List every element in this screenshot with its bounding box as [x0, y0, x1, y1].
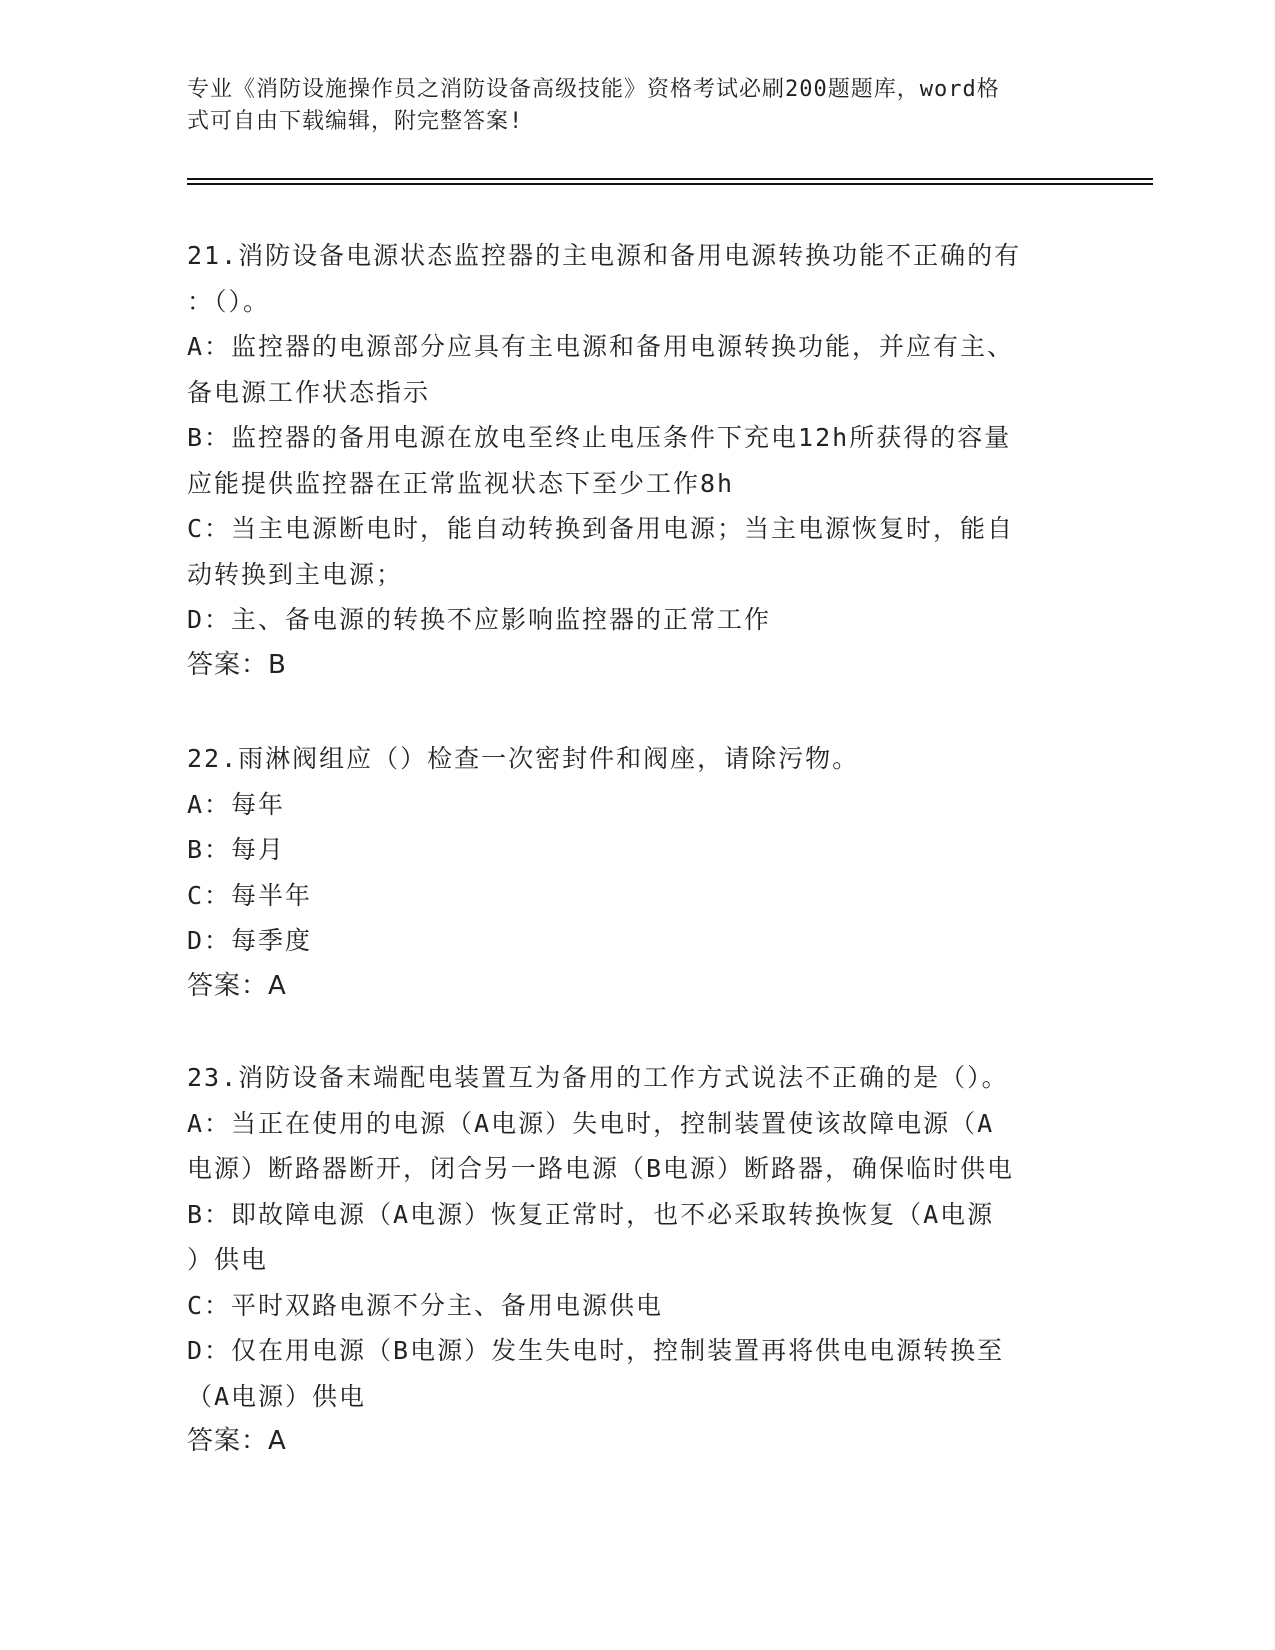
option-a: 电源）断路器断开，闭合另一路电源（B电源）断路器，确保临时供电	[187, 1154, 1015, 1183]
option-b: ）供电	[187, 1245, 269, 1274]
answer-label: 答案：A	[187, 1426, 287, 1456]
question-stem: 22.雨淋阀组应（）检查一次密封件和阀座，请除污物。	[187, 744, 860, 773]
answer-label: 答案：B	[187, 649, 287, 680]
question-stem: ：（）。	[187, 286, 271, 316]
header-line: 专业《消防设施操作员之消防设备高级技能》资格考试必刷200题题库，word格	[187, 77, 1000, 102]
option-d: D：仅在用电源（B电源）发生失电时，控制装置再将供电电源转换至	[187, 1336, 1005, 1365]
option-c: C：平时双路电源不分主、备用电源供电	[187, 1290, 664, 1320]
option-d: （A电源）供电	[187, 1381, 367, 1411]
header-line: 式可自由下载编辑，附完整答案!	[187, 109, 524, 134]
option-b: B：每月	[187, 835, 286, 864]
answer-label: 答案：A	[187, 970, 287, 1001]
option-c: C：当主电源断电时，能自动转换到备用电源；当主电源恢复时，能自	[187, 514, 1015, 543]
question-21	[187, 233, 1087, 688]
divider-line	[187, 178, 1153, 180]
option-a: A：每年	[187, 789, 286, 819]
document-header	[187, 74, 1067, 138]
option-d: D：每季度	[187, 926, 313, 955]
question-22	[187, 736, 1087, 1009]
option-b: B：监控器的备用电源在放电至终止电压条件下充电12h所获得的容量	[187, 423, 1012, 452]
option-b: B：即故障电源（A电源）恢复正常时，也不必采取转换恢复（A电源	[187, 1199, 995, 1229]
option-a: A：当正在使用的电源（A电源）失电时，控制装置使该故障电源（A	[187, 1108, 995, 1138]
option-d: D：主、备电源的转换不应影响监控器的正常工作	[187, 605, 772, 634]
divider-line	[187, 183, 1153, 185]
question-stem: 21.消防设备电源状态监控器的主电源和备用电源转换功能不正确的有	[187, 241, 1022, 270]
option-a: A：监控器的电源部分应具有主电源和备用电源转换功能，并应有主、	[187, 332, 1015, 361]
question-23	[187, 1055, 1087, 1465]
option-c: 动转换到主电源；	[187, 559, 404, 589]
question-stem: 23.消防设备末端配电装置互为备用的工作方式说法不正确的是（）。	[187, 1063, 1009, 1092]
option-a: 备电源工作状态指示	[187, 377, 431, 407]
option-c: C：每半年	[187, 880, 313, 910]
option-b: 应能提供监控器在正常监视状态下至少工作8h	[187, 468, 735, 498]
